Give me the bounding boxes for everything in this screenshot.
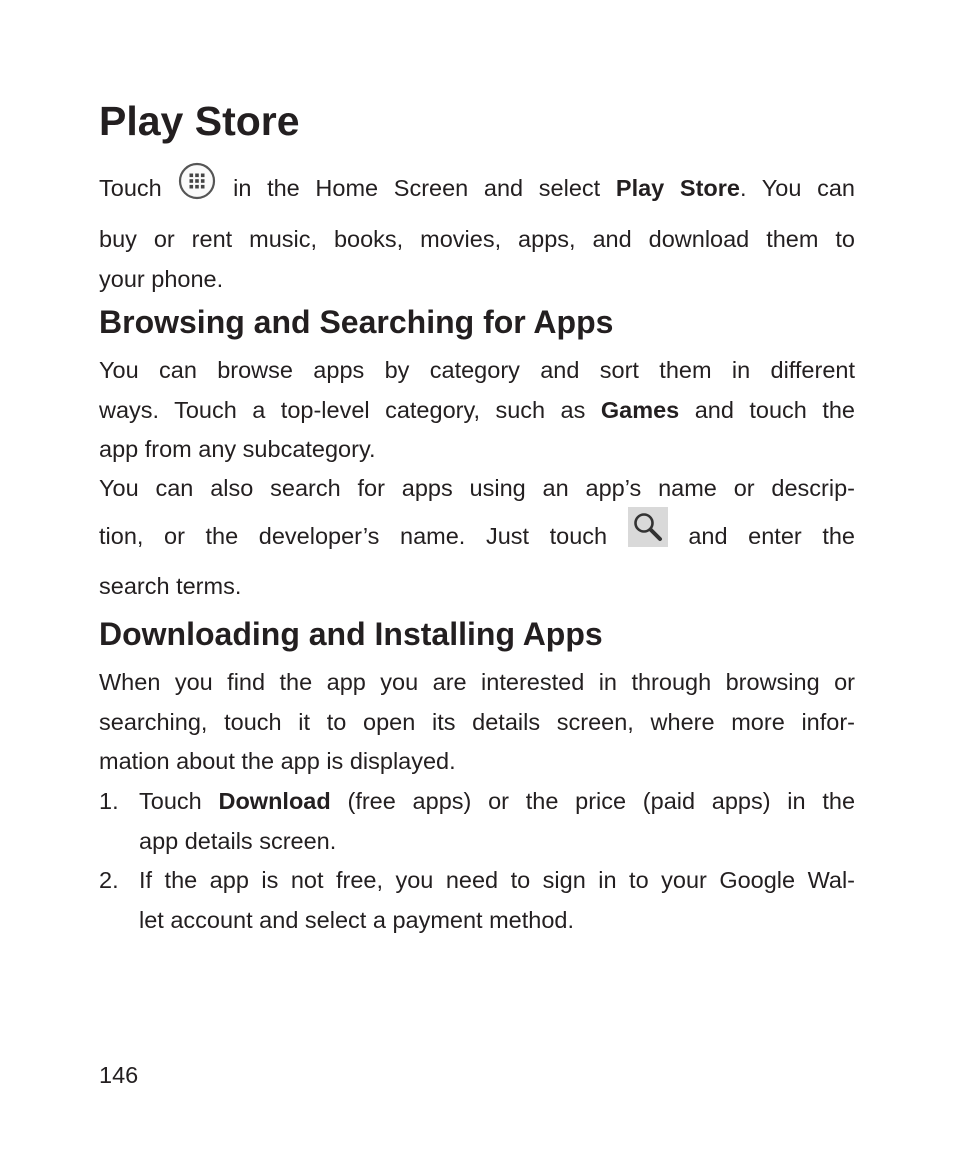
page-title: Play Store — [99, 98, 300, 144]
games-label: Games — [600, 396, 680, 423]
intro-paragraph — [99, 163, 855, 297]
browse-heading: Browsing and Searching for Apps — [99, 304, 614, 340]
browse-paragraph-1: You can browse apps by category and sort them in different ways. Touch a top-level category, such as Games and touch the app from any subcategory. — [99, 357, 856, 462]
download-heading: Downloading and Installing Apps — [99, 616, 603, 652]
download-label: Download — [218, 788, 331, 814]
download-steps — [99, 782, 855, 940]
intro-line-2: buy or rent music, books, movies, apps, and download them to — [99, 226, 855, 252]
search-icon — [628, 507, 668, 565]
browse-paragraph-2: You can also search for apps using an app’s name or descrip- tion, or the developer’s name. Just touch and enter the search terms. — [99, 475, 856, 599]
list-item: 2. If the app is not free, you need to sign in to your Google Wal- let account and select a payment method. — [99, 867, 855, 933]
page-number: 146 — [99, 1062, 139, 1088]
apps-grid-icon — [177, 161, 217, 215]
intro-line-1: Touch in the Home Screen and select Play Store. You can — [99, 163, 855, 217]
list-item: 1. Touch Download (free apps) or the price (paid apps) in the app details screen. — [99, 788, 856, 854]
intro-line-3: your phone. — [99, 266, 224, 292]
download-paragraph: When you find the app you are interested in through browsing or searching, touch it to open its details screen, where more infor- mation about the app is displayed. — [99, 669, 855, 774]
play-store-label: Play Store — [615, 175, 740, 202]
